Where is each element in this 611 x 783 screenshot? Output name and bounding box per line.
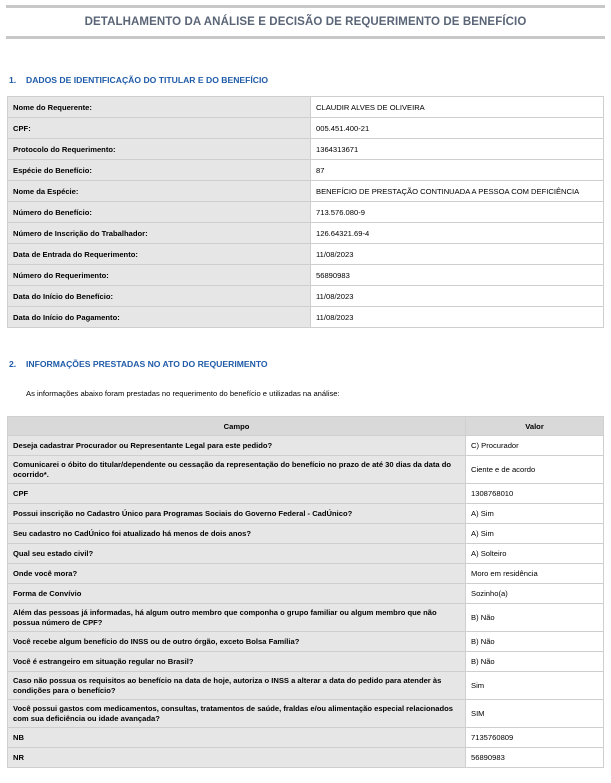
answer-cell: B) Não bbox=[466, 652, 604, 672]
table-row bbox=[8, 632, 604, 652]
section-2-heading bbox=[9, 359, 268, 369]
field-value: 1364313671 bbox=[311, 139, 604, 160]
document-title-bar bbox=[6, 5, 605, 39]
section-1-number: 1. bbox=[9, 75, 17, 85]
question-cell: Você recebe algum benefício do INSS ou de outro órgão, exceto Bolsa Família? bbox=[8, 632, 466, 652]
field-label: CPF: bbox=[8, 118, 311, 139]
answer-cell: Sim bbox=[466, 672, 604, 700]
field-label: Data do Início do Pagamento: bbox=[8, 307, 311, 328]
field-value: 56890983 bbox=[311, 265, 604, 286]
question-cell: Seu cadastro no CadÚnico foi atualizado há menos de dois anos? bbox=[8, 524, 466, 544]
answer-cell: Sozinho(a) bbox=[466, 584, 604, 604]
question-cell: NB bbox=[8, 728, 466, 748]
answer-cell: B) Não bbox=[466, 632, 604, 652]
table-row bbox=[8, 456, 604, 484]
table-row bbox=[8, 181, 604, 202]
question-cell: Você é estrangeiro em situação regular no Brasil? bbox=[8, 652, 466, 672]
section-2-title: INFORMAÇÕES PRESTADAS NO ATO DO REQUERIMENTO bbox=[26, 359, 268, 369]
field-value: 005.451.400-21 bbox=[311, 118, 604, 139]
field-value: BENEFÍCIO DE PRESTAÇÃO CONTINUADA A PESSOA COM DEFICIÊNCIA bbox=[311, 181, 604, 202]
table-row bbox=[8, 244, 604, 265]
section-1-heading bbox=[9, 75, 268, 85]
field-label: Número de Inscrição do Trabalhador: bbox=[8, 223, 311, 244]
table-row bbox=[8, 118, 604, 139]
section-2-intro: As informações abaixo foram prestadas no requerimento do benefício e utilizadas na análise: bbox=[26, 389, 340, 398]
answer-cell: SIM bbox=[466, 700, 604, 728]
field-label: Número do Benefício: bbox=[8, 202, 311, 223]
field-value: 11/08/2023 bbox=[311, 244, 604, 265]
question-cell: Forma de Convívio bbox=[8, 584, 466, 604]
table-row bbox=[8, 524, 604, 544]
table-row bbox=[8, 504, 604, 524]
field-label: Número do Requerimento: bbox=[8, 265, 311, 286]
question-cell: Você possui gastos com medicamentos, consultas, tratamentos de saúde, fraldas e/ou alimentação especial relacionados com sua deficiência ou idade avançada? bbox=[8, 700, 466, 728]
table-row bbox=[8, 286, 604, 307]
table-row bbox=[8, 700, 604, 728]
answer-cell: 7135760809 bbox=[466, 728, 604, 748]
field-value: 713.576.080-9 bbox=[311, 202, 604, 223]
table-row bbox=[8, 265, 604, 286]
question-cell: Possui inscrição no Cadastro Único para Programas Sociais do Governo Federal - CadÚnico? bbox=[8, 504, 466, 524]
answer-cell: B) Não bbox=[466, 604, 604, 632]
field-label: Data de Entrada do Requerimento: bbox=[8, 244, 311, 265]
answer-cell: Moro em residência bbox=[466, 564, 604, 584]
answer-cell: 56890983 bbox=[466, 748, 604, 768]
question-cell: Onde você mora? bbox=[8, 564, 466, 584]
field-label: Nome do Requerente: bbox=[8, 97, 311, 118]
column-header-field: Campo bbox=[8, 417, 466, 436]
question-cell: Além das pessoas já informadas, há algum outro membro que componha o grupo familiar ou algum membro que não possua número de CPF? bbox=[8, 604, 466, 632]
section-2-number: 2. bbox=[9, 359, 17, 369]
field-value: CLAUDIR ALVES DE OLIVEIRA bbox=[311, 97, 604, 118]
answer-cell: A) Sim bbox=[466, 524, 604, 544]
table-row bbox=[8, 544, 604, 564]
table-row bbox=[8, 97, 604, 118]
table-row bbox=[8, 564, 604, 584]
field-value: 126.64321.69-4 bbox=[311, 223, 604, 244]
table-header-row bbox=[8, 417, 604, 436]
section-1-title: DADOS DE IDENTIFICAÇÃO DO TITULAR E DO BENEFÍCIO bbox=[26, 75, 269, 85]
question-cell: CPF bbox=[8, 484, 466, 504]
field-value: 11/08/2023 bbox=[311, 307, 604, 328]
table-row bbox=[8, 139, 604, 160]
identification-table bbox=[7, 96, 604, 328]
table-row bbox=[8, 584, 604, 604]
field-label: Espécie do Benefício: bbox=[8, 160, 311, 181]
answer-cell: 1308768010 bbox=[466, 484, 604, 504]
table-row bbox=[8, 436, 604, 456]
question-cell: Deseja cadastrar Procurador ou Representante Legal para este pedido? bbox=[8, 436, 466, 456]
request-info-table bbox=[7, 416, 604, 768]
table-row bbox=[8, 672, 604, 700]
answer-cell: Ciente e de acordo bbox=[466, 456, 604, 484]
question-cell: Comunicarei o óbito do titular/dependente ou cessação da representação do benefício no prazo de até 30 dias da data do ocorrido*. bbox=[8, 456, 466, 484]
table-row bbox=[8, 160, 604, 181]
field-label: Protocolo do Requerimento: bbox=[8, 139, 311, 160]
table-row bbox=[8, 604, 604, 632]
table-row bbox=[8, 652, 604, 672]
field-value: 11/08/2023 bbox=[311, 286, 604, 307]
table-row bbox=[8, 202, 604, 223]
field-value: 87 bbox=[311, 160, 604, 181]
answer-cell: A) Sim bbox=[466, 504, 604, 524]
table-row bbox=[8, 307, 604, 328]
question-cell: Caso não possua os requisitos ao benefício na data de hoje, autoriza o INSS a alterar a data do pedido para atender às condições para o benefício? bbox=[8, 672, 466, 700]
field-label: Data do Início do Benefício: bbox=[8, 286, 311, 307]
table-row bbox=[8, 728, 604, 748]
table-row bbox=[8, 748, 604, 768]
table-row bbox=[8, 223, 604, 244]
answer-cell: C) Procurador bbox=[466, 436, 604, 456]
column-header-value: Valor bbox=[466, 417, 604, 436]
table-row bbox=[8, 484, 604, 504]
question-cell: NR bbox=[8, 748, 466, 768]
document-title: DETALHAMENTO DA ANÁLISE E DECISÃO DE REQUERIMENTO DE BENEFÍCIO bbox=[84, 16, 527, 28]
field-label: Nome da Espécie: bbox=[8, 181, 311, 202]
answer-cell: A) Solteiro bbox=[466, 544, 604, 564]
question-cell: Qual seu estado civil? bbox=[8, 544, 466, 564]
